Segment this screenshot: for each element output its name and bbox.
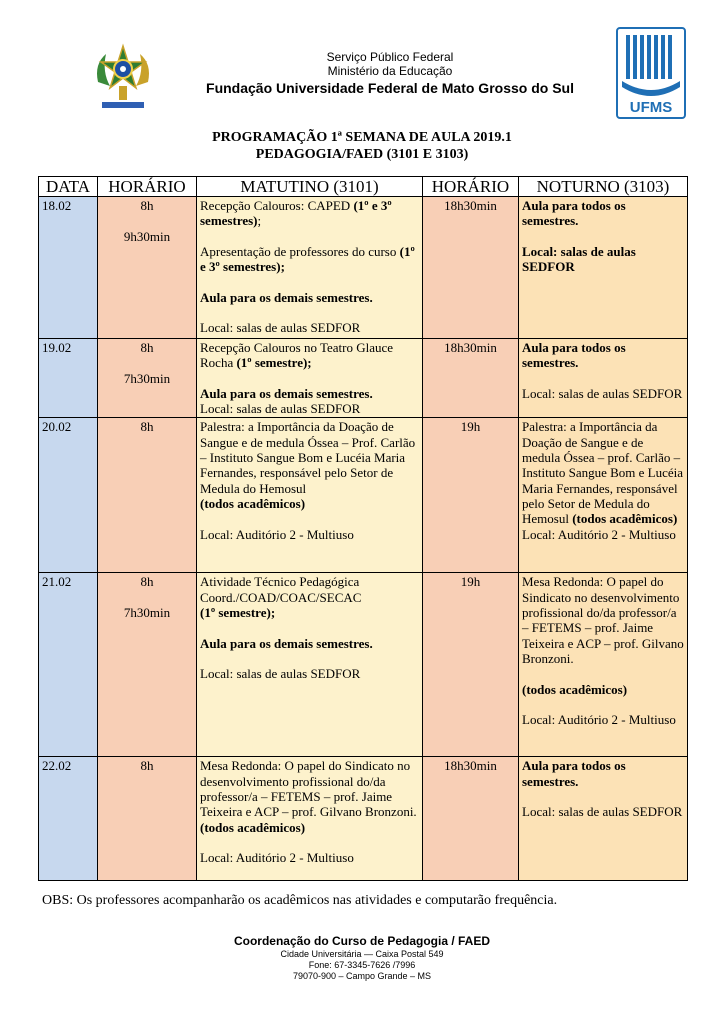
- time-text: 9h30min: [123, 228, 171, 244]
- text: Local: salas de aulas SEDFOR: [200, 666, 361, 682]
- spacer: [200, 511, 419, 526]
- morning-time-cell: [98, 757, 197, 881]
- table-header-row: [39, 177, 688, 197]
- text: Local: salas de aulas SEDFOR: [522, 804, 683, 820]
- text: Local: salas de aulas SEDFOR: [522, 385, 683, 401]
- text: Local: Auditório 2 - Multiuso: [522, 712, 676, 728]
- paragraph: [522, 574, 684, 666]
- paragraph: [200, 820, 419, 835]
- date-text: 20.02: [42, 419, 72, 435]
- logo-text: UFMS: [629, 99, 673, 116]
- time-text: 19h: [460, 419, 481, 435]
- time-text: 8h: [140, 758, 154, 774]
- spacer: [101, 355, 193, 370]
- bold-text: Aula para todos os semestres.: [522, 758, 626, 789]
- time-text: 18h30min: [444, 198, 497, 213]
- bold-text: Aula para todos os semestres.: [522, 198, 626, 229]
- evening-time-cell: [423, 573, 519, 757]
- bold-text: (todos acadêmicos): [200, 819, 306, 835]
- paragraph: [200, 198, 419, 229]
- bold-text: (todos acadêmicos): [200, 495, 306, 511]
- paragraph: [522, 419, 684, 526]
- document-subtitle: PEDAGOGIA/FAED (3101 E 3103): [255, 147, 469, 162]
- table-row: [39, 339, 688, 418]
- time-text: 18h30min: [444, 758, 497, 774]
- spacer: [101, 590, 193, 605]
- table-row: [39, 757, 688, 881]
- paragraph: [200, 340, 419, 371]
- text: Apresentação de professores do curso: [200, 243, 400, 259]
- spacer: [200, 274, 419, 289]
- paragraph: [522, 758, 684, 789]
- morning-activity-cell: [197, 339, 423, 418]
- paragraph: [522, 244, 684, 275]
- bold-text: Aula para todos os semestres.: [522, 340, 626, 371]
- table-row: [39, 573, 688, 757]
- footer: [0, 934, 724, 982]
- morning-time-cell: [98, 197, 197, 339]
- header-line-1: Serviço Público Federal: [326, 50, 454, 64]
- text: Palestra: a Importância da Doação de Sangue e de medula Óssea – Prof. Carlão – Instituto Sangue Bom e Lucéia Maria Fernandes, responsável pelo Setor de Medula do Hemosul: [200, 419, 416, 496]
- evening-activity-cell: [519, 573, 688, 757]
- coat-of-arms-icon: [92, 42, 154, 114]
- bold-text: Aula para os demais semestres.: [200, 289, 373, 305]
- schedule-table: [38, 176, 688, 881]
- document-title: PROGRAMAÇÃO 1ª SEMANA DE AULA 2019.1: [212, 130, 512, 145]
- time-text: 8h: [140, 340, 154, 355]
- date-text: 19.02: [42, 340, 72, 355]
- paragraph: [200, 574, 419, 605]
- date-cell: [39, 757, 98, 881]
- bold-text: (1º e 3º semestres): [200, 198, 392, 229]
- text: Mesa Redonda: O papel do Sindicato no desenvolvimento profissional do/da professor/a – FETEMS – prof. Jaime Teixeira e ACP – prof. Gilvano Bronzoni.: [522, 574, 684, 666]
- institution-header: [160, 50, 620, 97]
- paragraph: [522, 804, 684, 819]
- evening-time-cell: [423, 418, 519, 573]
- morning-time-cell: [98, 573, 197, 757]
- time-text: 19h: [460, 574, 481, 590]
- bold-text: Local: salas de aulas SEDFOR: [522, 243, 636, 275]
- paragraph: [200, 605, 419, 620]
- text: Atividade Técnico Pedagógica Coord./COAD/COAC/SECAC: [200, 574, 362, 605]
- paragraph: [200, 401, 419, 416]
- date-text: 18.02: [42, 198, 72, 213]
- paragraph: [200, 290, 419, 305]
- date-cell: [39, 573, 98, 757]
- spacer: [522, 789, 684, 804]
- paragraph: [522, 682, 684, 697]
- bold-text: Aula para os demais semestres.: [200, 385, 373, 401]
- paragraph: [200, 758, 419, 819]
- evening-time-cell: [423, 757, 519, 881]
- bold-text: Aula para os demais semestres.: [200, 635, 373, 651]
- time-text: 8h: [140, 574, 154, 590]
- spacer: [522, 229, 684, 244]
- observation-note: OBS: Os professores acompanharão os acadêmicos nas atividades e computarão frequência.: [42, 893, 558, 908]
- paragraph: [522, 527, 684, 542]
- evening-activity-cell: [519, 757, 688, 881]
- table-row: [39, 197, 688, 339]
- evening-time-cell: [423, 339, 519, 418]
- evening-activity-cell: [519, 197, 688, 339]
- institution-name: Fundação Universidade Federal de Mato Grosso do Sul: [206, 80, 574, 96]
- spacer: [200, 371, 419, 386]
- morning-activity-cell: [197, 197, 423, 339]
- text: Local: salas de aulas SEDFOR: [200, 320, 361, 336]
- paragraph: [200, 244, 419, 275]
- paragraph: [522, 340, 684, 371]
- footer-phone: Fone: 67-3345-7626 /7996: [308, 960, 416, 970]
- date-text: 21.02: [42, 574, 72, 590]
- spacer: [200, 620, 419, 635]
- spacer: [200, 651, 419, 666]
- time-text: 8h: [140, 419, 154, 435]
- text: Local: Auditório 2 - Multiuso: [200, 526, 354, 542]
- text: Local: salas de aulas SEDFOR: [200, 401, 361, 417]
- paragraph: [200, 527, 419, 542]
- text: ;: [257, 213, 262, 229]
- date-cell: [39, 339, 98, 418]
- col-header-evening: NOTURNO (3103): [519, 177, 688, 197]
- col-header-time-morning: HORÁRIO: [98, 177, 197, 197]
- bold-text: (todos acadêmicos): [572, 511, 678, 527]
- ufms-logo: [616, 27, 686, 119]
- text: Local: Auditório 2 - Multiuso: [522, 526, 676, 542]
- header-line-2: Ministério da Educação: [327, 64, 453, 78]
- paragraph: [200, 496, 419, 511]
- text: Local: Auditório 2 - Multiuso: [200, 850, 354, 866]
- footer-address: Cidade Universitária — Caixa Postal 549: [280, 949, 444, 959]
- morning-activity-cell: [197, 573, 423, 757]
- paragraph: [522, 198, 684, 229]
- time-text: 18h30min: [444, 340, 497, 355]
- evening-activity-cell: [519, 418, 688, 573]
- text: Recepção Calouros no Teatro Glauce Rocha: [200, 340, 394, 371]
- morning-activity-cell: [197, 757, 423, 881]
- date-cell: [39, 418, 98, 573]
- morning-activity-cell: [197, 418, 423, 573]
- table-row: [39, 418, 688, 573]
- paragraph: [200, 636, 419, 651]
- bold-text: (1º semestre);: [200, 605, 276, 621]
- evening-activity-cell: [519, 339, 688, 418]
- paragraph: [200, 320, 419, 335]
- paragraph: [200, 850, 419, 865]
- paragraph: [200, 386, 419, 401]
- footer-title: Coordenação do Curso de Pedagogia / FAED: [233, 934, 491, 948]
- paragraph: [200, 419, 419, 495]
- time-text: 7h30min: [123, 370, 171, 386]
- morning-time-cell: [98, 418, 197, 573]
- morning-time-cell: [98, 339, 197, 418]
- time-text: 8h: [140, 198, 154, 213]
- spacer: [522, 371, 684, 386]
- col-header-time-evening: HORÁRIO: [423, 177, 519, 197]
- col-header-date: DATA: [39, 177, 98, 197]
- bold-text: (1º semestre);: [236, 355, 312, 371]
- text: Recepção Calouros: CAPED: [200, 198, 354, 213]
- spacer: [522, 666, 684, 681]
- spacer: [200, 835, 419, 850]
- time-text: 7h30min: [123, 605, 171, 621]
- date-cell: [39, 197, 98, 339]
- spacer: [101, 213, 193, 228]
- evening-time-cell: [423, 197, 519, 339]
- paragraph: [522, 712, 684, 727]
- text: Mesa Redonda: O papel do Sindicato no desenvolvimento profissional do/da professor/a – FETEMS – prof. Jaime Teixeira e ACP – prof. Gilvano Bronzoni.: [200, 758, 417, 820]
- bold-text: (todos acadêmicos): [522, 681, 628, 697]
- col-header-morning: MATUTINO (3101): [197, 177, 423, 197]
- date-text: 22.02: [42, 758, 72, 774]
- paragraph: [200, 666, 419, 681]
- text: Palestra: a Importância da Doação de Sangue e de medula Óssea – prof. Carlão – Instituto Sangue Bom e Lucéia Maria Fernandes, responsável pelo Setor de Medula do Hemosul: [522, 419, 684, 527]
- spacer: [200, 229, 419, 244]
- footer-postal: 79070-900 – Campo Grande – MS: [292, 971, 432, 981]
- spacer: [522, 697, 684, 712]
- spacer: [200, 305, 419, 320]
- bold-text: (1º e 3º semestres);: [200, 243, 415, 275]
- paragraph: [522, 386, 684, 401]
